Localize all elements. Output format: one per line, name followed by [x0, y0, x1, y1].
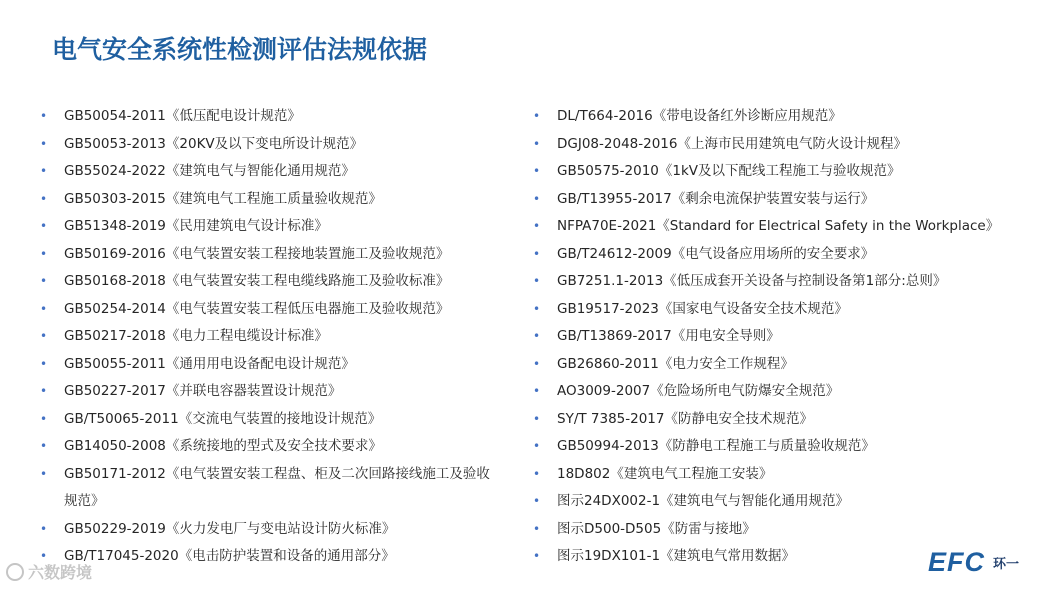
list-item: • GB50303-2015《建筑电气工程施工质量验收规范》 — [40, 186, 490, 214]
list-item: • GB19517-2023《国家电气设备安全技术规范》 — [533, 296, 973, 324]
list-item: • GB50575-2010《1kV及以下配线工程施工与验收规范》 — [533, 158, 973, 186]
list-item: • 18D802《建筑电气工程施工安装》 — [533, 461, 973, 489]
list-item: • GB55024-2022《建筑电气与智能化通用规范》 — [40, 158, 490, 186]
logo-text: 环一 — [993, 557, 1020, 572]
list-item: • 图示24DX002-1《建筑电气与智能化通用规范》 — [533, 488, 973, 516]
watermark-icon — [6, 563, 24, 581]
watermark-text: 六数跨境 — [28, 563, 93, 582]
company-logo — [928, 547, 1019, 578]
list-item: • AO3009-2007《危险场所电气防爆安全规范》 — [533, 378, 973, 406]
watermark — [6, 560, 92, 583]
list-item: • GB/T13869-2017《用电安全导则》 — [533, 323, 973, 351]
list-item: • DL/T664-2016《带电设备红外诊断应用规范》 — [533, 103, 973, 131]
list-item: • GB50054-2011《低压配电设计规范》 — [40, 103, 490, 131]
list-item: • GB/T17045-2020《电击防护装置和设备的通用部分》 — [40, 543, 490, 571]
list-item: • GB/T24612-2009《电气设备应用场所的安全要求》 — [533, 241, 973, 269]
list-item: • GB50229-2019《火力发电厂与变电站设计防火标准》 — [40, 516, 490, 544]
list-item: • GB7251.1-2013《低压成套开关设备与控制设备第1部分:总则》 — [533, 268, 973, 296]
list-item: • DGJ08-2048-2016《上海市民用建筑电气防火设计规程》 — [533, 131, 973, 159]
list-item: • GB50053-2013《20KV及以下变电所设计规范》 — [40, 131, 490, 159]
list-item: • GB26860-2011《电力安全工作规程》 — [533, 351, 973, 379]
list-item: • GB50055-2011《通用用电设备配电设计规范》 — [40, 351, 490, 379]
regulation-list-right — [533, 103, 1000, 571]
list-item: • GB50171-2012《电气装置安装工程盘、柜及二次回路接线施工及验收规范》 — [40, 461, 490, 516]
page-title: 电气安全系统性检测评估法规依据 — [52, 35, 428, 64]
list-item: • GB51348-2019《民用建筑电气设计标准》 — [40, 213, 490, 241]
logo-mark: EFC — [928, 547, 985, 577]
list-item: • GB/T13955-2017《剩余电流保护装置安装与运行》 — [533, 186, 973, 214]
list-item: • SY/T 7385-2017《防静电安全技术规范》 — [533, 406, 973, 434]
list-item: • 图示19DX101-1《建筑电气常用数据》 — [533, 543, 973, 571]
regulation-list-left — [40, 103, 490, 571]
list-item: • GB50168-2018《电气装置安装工程电缆线路施工及验收标准》 — [40, 268, 490, 296]
list-item: • 图示D500-D505《防雷与接地》 — [533, 516, 973, 544]
list-item: • NFPA70E-2021《Standard for Electrical Safety in the Workplace》 — [533, 213, 973, 241]
list-item: • GB50254-2014《电气装置安装工程低压电器施工及验收规范》 — [40, 296, 490, 324]
list-item: • GB50994-2013《防静电工程施工与质量验收规范》 — [533, 433, 973, 461]
list-item: • GB50227-2017《并联电容器装置设计规范》 — [40, 378, 490, 406]
list-item: • GB14050-2008《系统接地的型式及安全技术要求》 — [40, 433, 490, 461]
list-item: • GB50217-2018《电力工程电缆设计标准》 — [40, 323, 490, 351]
list-item: • GB50169-2016《电气装置安装工程接地装置施工及验收规范》 — [40, 241, 490, 269]
list-item: • GB/T50065-2011《交流电气装置的接地设计规范》 — [40, 406, 490, 434]
